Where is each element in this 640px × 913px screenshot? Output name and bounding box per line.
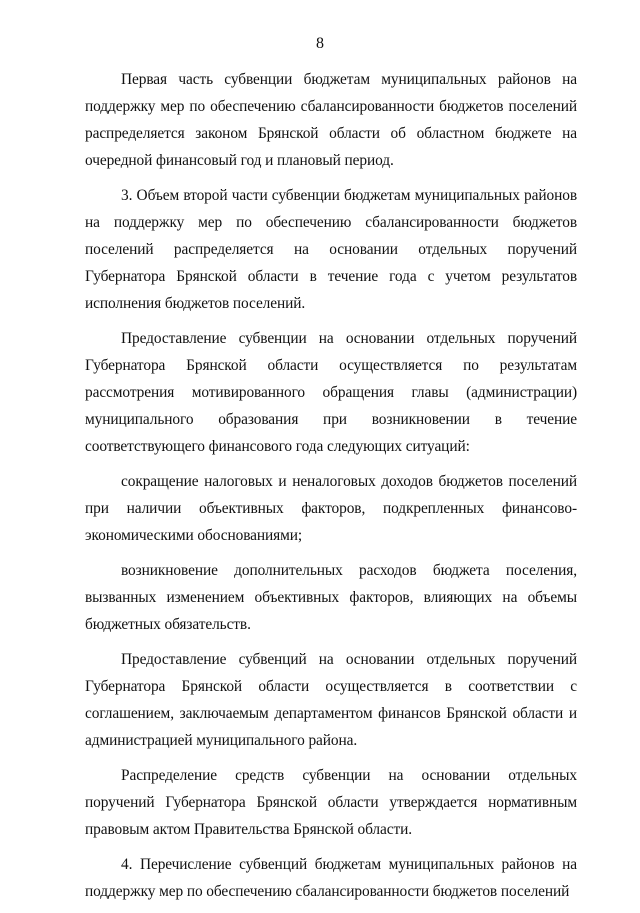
paragraph-8: 4. Перечисление субвенций бюджетам муниципальных районов на поддержку мер по обеспечению сбалансированности бюджетов поселений <box>85 856 577 900</box>
paragraph-6: Предоставление субвенций на основании отдельных поручений Губернатора Брянской области осуществляется в соответствии с соглашением, заключаемым департаментом финансов Брянской области и администрацией муниципального района. <box>85 651 577 749</box>
paragraph-2: 3. Объем второй части субвенции бюджетам муниципальных районов на поддержку мер по обеспечению сбалансированности бюджетов поселений распределяется на основании отдельных поручений Губернатора Брянской области в течение года с учетом результатов исполнения бюджетов поселений. <box>85 187 577 312</box>
document-body <box>85 66 577 913</box>
paragraph-4: сокращение налоговых и неналоговых доходов бюджетов поселений при наличии объективных факторов, подкрепленных финансово-экономическими обоснованиями; <box>85 473 577 544</box>
page-number: 8 <box>316 35 324 52</box>
paragraph-5: возникновение дополнительных расходов бюджета поселения, вызванных изменением объективных факторов, влияющих на объемы бюджетных обязательств. <box>85 562 577 633</box>
paragraph-3: Предоставление субвенции на основании отдельных поручений Губернатора Брянской области осуществляется по результатам рассмотрения мотивированного обращения главы (администрации) муниципального образования при возникновении в течение соответствующего финансового года следующих ситуаций: <box>85 330 577 455</box>
paragraph-7: Распределение средств субвенции на основании отдельных поручений Губернатора Брянской области утверждается нормативным правовым актом Правительства Брянской области. <box>85 767 577 838</box>
paragraph-1: Первая часть субвенции бюджетам муниципальных районов на поддержку мер по обеспечению сбалансированности бюджетов поселений распределяется законом Брянской области об областном бюджете на очередной финансовый год и плановый период. <box>85 71 577 169</box>
